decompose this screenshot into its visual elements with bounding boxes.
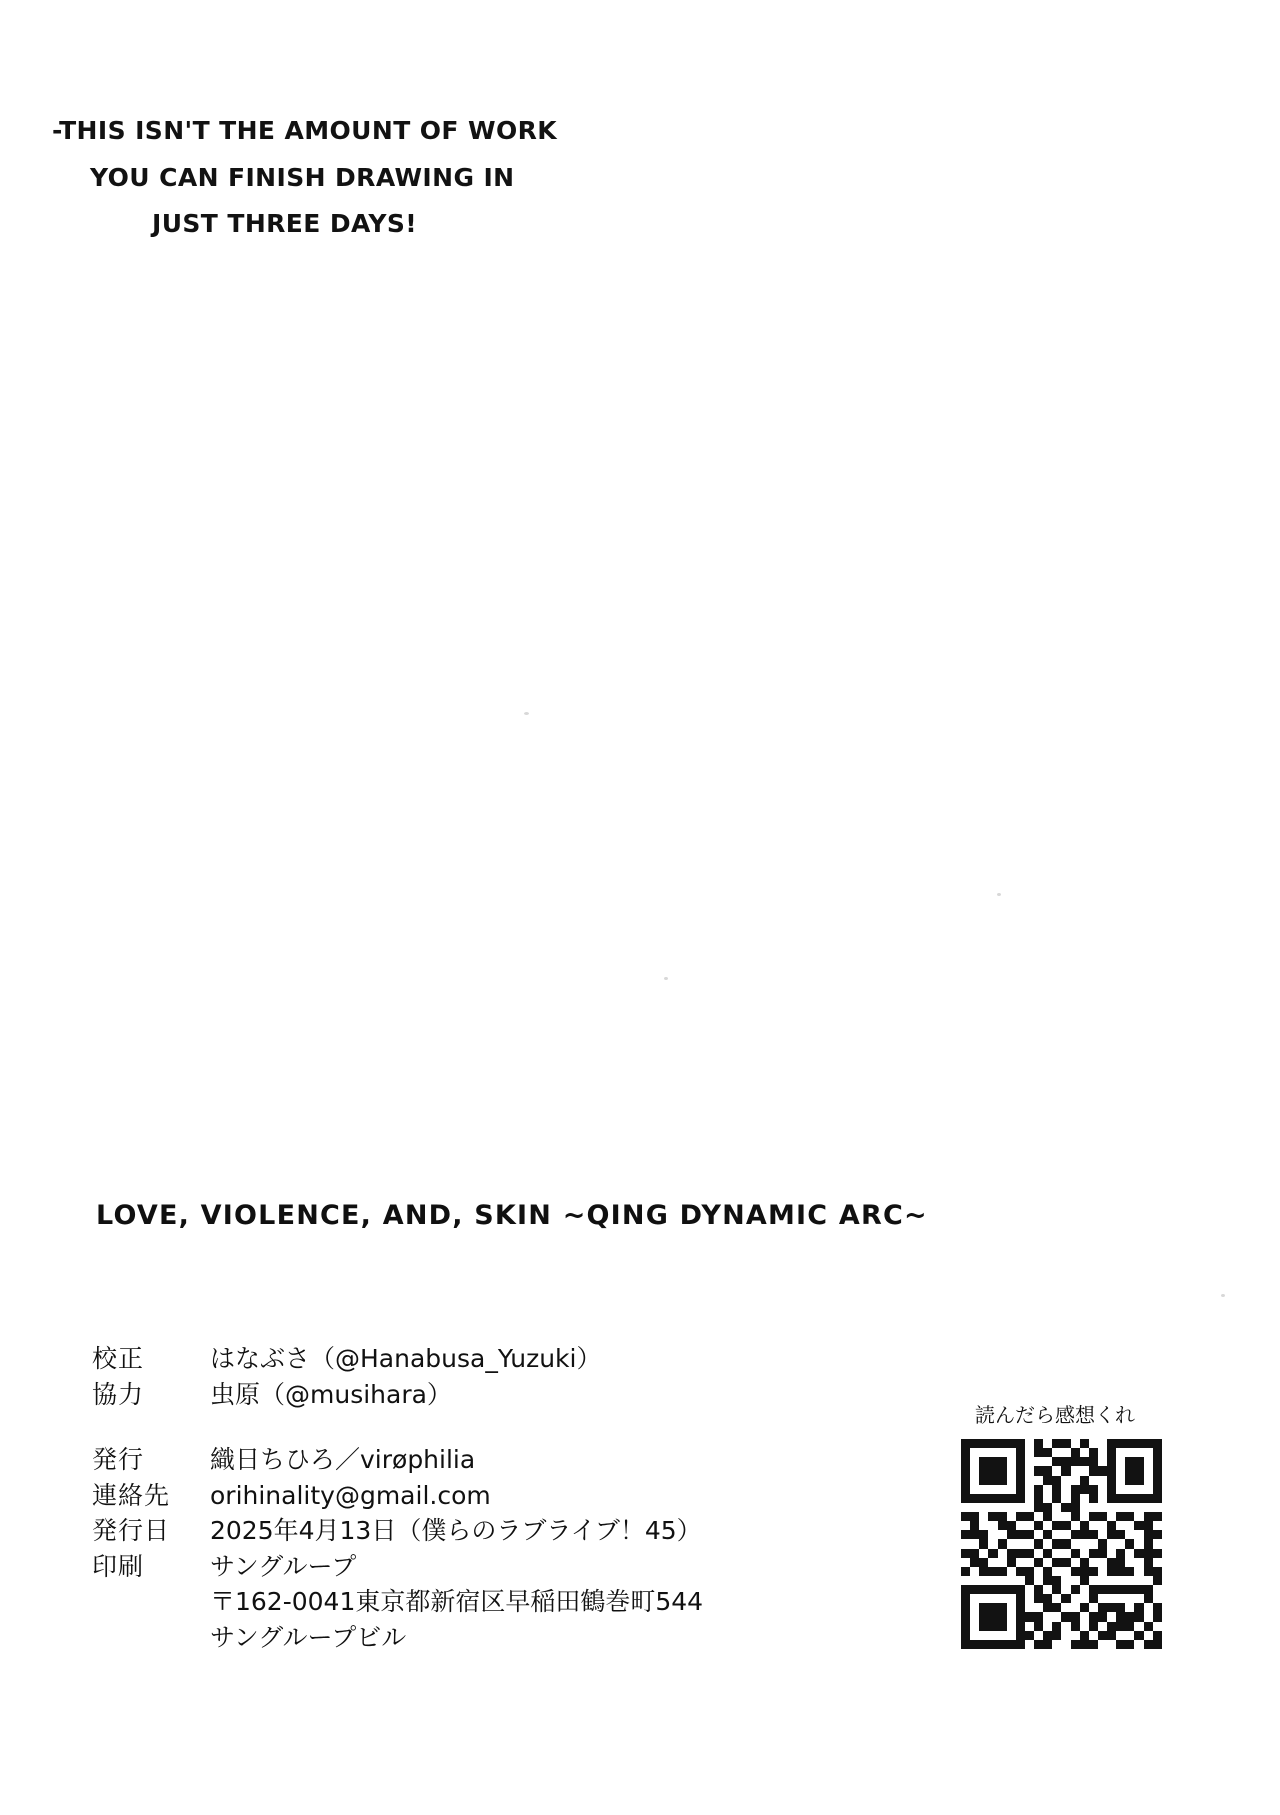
colophon-row — [92, 1377, 832, 1413]
colophon-label: 校正 — [92, 1344, 145, 1373]
colophon-publication-group — [92, 1442, 832, 1655]
scan-speck — [524, 712, 529, 715]
colophon-value: 織日ちひろ／virøphilia — [210, 1445, 476, 1474]
colophon-label: 印刷 — [92, 1551, 145, 1581]
colophon-row — [92, 1549, 832, 1585]
colophon-block — [92, 1341, 832, 1685]
colophon-value: 〒162-0041東京都新宿区早稲田鶴巻町544 — [210, 1587, 704, 1616]
scan-speck — [1221, 1294, 1225, 1297]
scan-speck — [997, 893, 1001, 896]
colophon-row — [92, 1341, 832, 1377]
colophon-value: サングループ — [210, 1551, 357, 1581]
colophon-credits-group — [92, 1341, 832, 1412]
colophon-label: 連絡先 — [92, 1480, 171, 1510]
qr-caption: 読んだら感想くれ — [975, 1403, 1135, 1427]
qr-code-image — [952, 1430, 1180, 1658]
colophon-row — [92, 1478, 832, 1514]
colophon-label: 発行 — [92, 1445, 145, 1474]
colophon-row — [92, 1620, 832, 1656]
colophon-row — [92, 1442, 832, 1478]
colophon-row — [92, 1513, 832, 1549]
colophon-value: 2025年4月13日（僕らのラブライブ！45） — [210, 1516, 702, 1545]
colophon-value: 虫原（@musihara） — [210, 1379, 452, 1409]
caption-line-3: JUST THREE DAYS! — [152, 209, 418, 238]
caption-line-1: -THIS ISN'T THE AMOUNT OF WORK — [52, 116, 558, 145]
work-title: LOVE, VIOLENCE, AND, SKIN ~QING DYNAMIC ARC~ — [96, 1200, 928, 1231]
colophon-row — [92, 1584, 832, 1620]
colophon-value: orihinality@gmail.com — [210, 1480, 491, 1510]
scan-speck — [664, 977, 668, 980]
caption-line-2: YOU CAN FINISH DRAWING IN — [90, 162, 515, 192]
colophon-value: はなぶさ（@Hanabusa_Yuzuki） — [210, 1344, 602, 1373]
colophon-label: 発行日 — [92, 1516, 171, 1545]
colophon-value: サングループビル — [210, 1622, 407, 1652]
top-dialogue-caption — [52, 108, 672, 248]
qr-code-block — [952, 1430, 1180, 1658]
colophon-label: 協力 — [92, 1379, 145, 1409]
